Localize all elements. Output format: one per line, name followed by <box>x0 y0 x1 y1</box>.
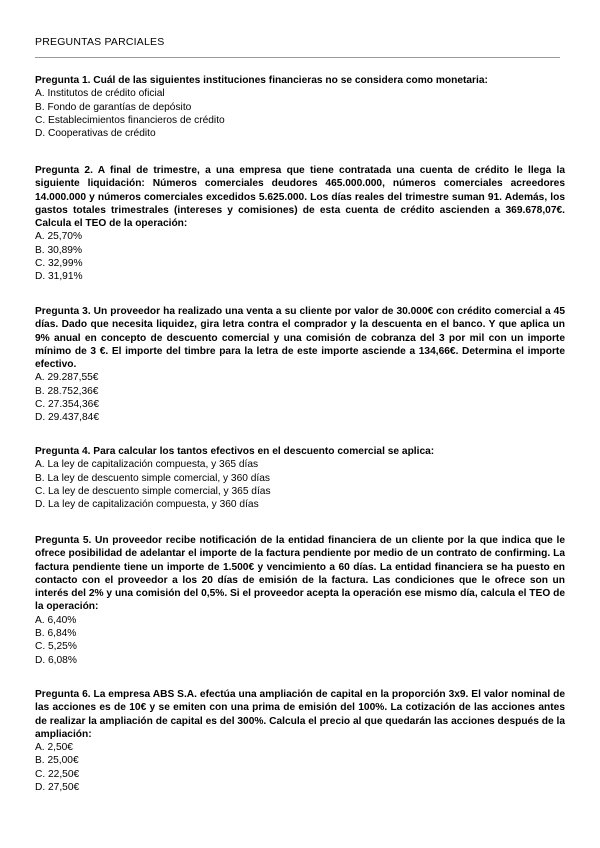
question-stem: Pregunta 4. Para calcular los tantos efectivos en el descuento comercial se aplica: <box>35 446 435 457</box>
option-c: C. 22,50€ <box>35 768 80 780</box>
option-b: B. 6,84% <box>35 628 77 640</box>
option-b: B. Fondo de garantías de depósito <box>35 101 192 113</box>
option-c: C. Establecimientos financieros de crédito <box>35 114 225 126</box>
option-a: A. Institutos de crédito oficial <box>35 88 165 100</box>
question-4 <box>35 445 565 511</box>
header-divider <box>35 57 560 58</box>
option-c: C. 5,25% <box>35 641 77 653</box>
option-b: B. La ley de descuento simple comercial, y 360 días <box>35 472 271 484</box>
question-3 <box>35 305 565 425</box>
option-c: C. 27.354,36€ <box>35 399 100 411</box>
option-d: D. 31,91% <box>35 271 83 283</box>
option-b: B. 25,00€ <box>35 755 79 767</box>
option-b: B. 28.752,36€ <box>35 385 99 397</box>
option-d: D. La ley de capitalización compuesta, y 360 días <box>35 499 259 511</box>
option-d: D. 27,50€ <box>35 782 80 794</box>
question-stem: Pregunta 3. Un proveedor ha realizado una venta a su cliente por valor de 30.000€ con crédito comercial a 45 días. Dado que necesita liquidez, gira letra contra el comprador y la descuenta en el banco. Y que aplica un 9% anual en concepto de descuento comercial y una comisión de cobranza del 3 por mil con un importe mínimo de 3 €. El importe del timbre para la letra de este importe asciende a 134,66€. Determina el importe efectivo. <box>35 306 565 371</box>
question-2 <box>35 164 565 284</box>
option-d: D. 6,08% <box>35 654 77 666</box>
question-stem: Pregunta 2. A final de trimestre, a una empresa que tiene contratada una cuenta de crédito le llega la siguiente liquidación: Números comerciales deudores 465.000.000, números comerciales acreedores 14.000.000 y números comerciales excedidos 5.625.000. Los días reales del trimestre suman 91. Además, los gastos totales trimestrales (intereses y comisiones) de esta cuenta de crédito ascienden a 369.678,07€. Calcula el TEO de la operación: <box>35 165 565 230</box>
question-5 <box>35 534 565 667</box>
option-a: A. 25,70% <box>35 231 83 243</box>
question-stem: Pregunta 1. Cuál de las siguientes instituciones financieras no se considera como monetaria: <box>35 75 488 86</box>
question-1 <box>35 74 565 140</box>
option-c: C. 32,99% <box>35 258 83 270</box>
option-a: A. 29.287,55€ <box>35 372 99 384</box>
option-a: A. 2,50€ <box>35 742 73 754</box>
question-stem: Pregunta 6. La empresa ABS S.A. efectúa una ampliación de capital en la proporción 3x9. El valor nominal de las acciones es de 10€ y se emiten con una prima de emisión del 100%. La cotización de las acciones antes de realizar la ampliación de capital es del 300%. Calcula el precio al que quedarán las acciones después de la ampliación: <box>35 689 565 740</box>
question-6 <box>35 688 565 794</box>
question-stem: Pregunta 5. Un proveedor recibe notificación de la entidad financiera de un cliente por la que indica que le ofrece posibilidad de adelantar el importe de la factura pendiente por medio de un contrato de confirming. La factura pendiente tiene un importe de 1.500€ y vencimiento a 60 días. La entidad financiera se ha puesto en contacto con el proveedor a los 20 días de emisión de la factura. Las condiciones que le ofrece son un interés del 2% y una comisión del 0,5%. Si el proveedor acepta la operación ese mismo día, calcula el TEO de la operación: <box>35 535 565 613</box>
option-a: A. La ley de capitalización compuesta, y 365 días <box>35 459 259 471</box>
option-d: D. Cooperativas de crédito <box>35 128 156 140</box>
option-d: D. 29.437,84€ <box>35 412 100 424</box>
option-a: A. 6,40% <box>35 614 77 626</box>
page-header-title: PREGUNTAS PARCIALES <box>35 36 165 48</box>
option-c: C. La ley de descuento simple comercial, y 365 días <box>35 485 271 497</box>
option-b: B. 30,89% <box>35 244 83 256</box>
